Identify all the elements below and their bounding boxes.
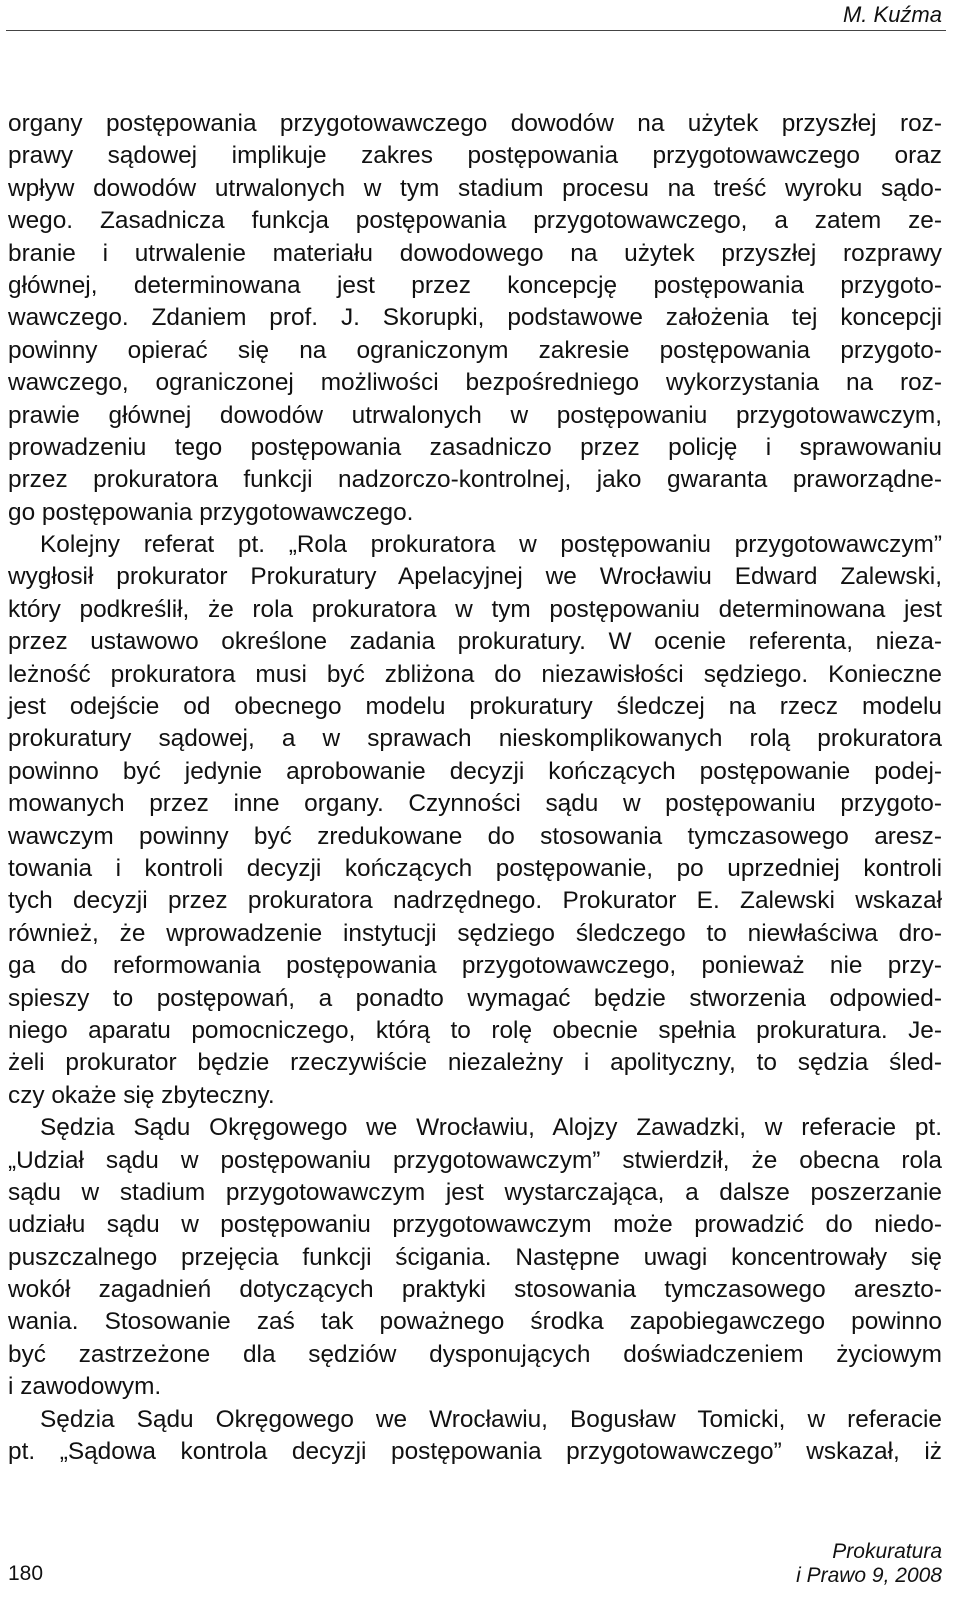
text-line: przez ustawowo określone zadania prokuratury. W ocenie referenta, nieza- — [8, 628, 942, 656]
text-line: sądu w stadium przygotowawczym jest wystarczająca, a dalsze poszerzanie — [8, 1178, 942, 1206]
text-line: wawczego. Zdaniem prof. J. Skorupki, podstawowe założenia tej koncepcji — [8, 304, 942, 332]
text-line: przez prokuratora funkcji nadzorczo-kontrolnej, jako gwaranta praworządne- — [8, 466, 942, 494]
page-number: 180 — [8, 1562, 44, 1585]
text-line: pt. „Sądowa kontrola decyzji postępowania przygotowawczego” wskazał, iż — [8, 1438, 942, 1466]
journal-issue: i Prawo 9, 2008 — [796, 1564, 942, 1587]
text-line: spieszy to postępowań, a ponadto wymagać będzie stworzenia odpowied- — [8, 984, 942, 1012]
journal-reference — [796, 1540, 942, 1588]
text-line: prawy sądowej implikuje zakres postępowania przygotowawczego oraz — [8, 142, 942, 170]
page-footer — [0, 1538, 960, 1598]
text-line: Kolejny referat pt. „Rola prokuratora w postępowaniu przygotowawczym” — [40, 531, 942, 559]
text-line: prokuratury sądowej, a w sprawach nieskomplikowanych rolą prokuratora — [8, 725, 942, 753]
text-line: wygłosił prokurator Prokuratury Apelacyjnej we Wrocławiu Edward Zalewski, — [8, 563, 942, 591]
text-line: „Udział sądu w postępowaniu przygotowawczym” stwierdził, że obecna rola — [8, 1146, 942, 1174]
text-line: jest odejście od obecnego modelu prokuratury śledczej na rzecz modelu — [8, 693, 942, 721]
text-line: również, że wprowadzenie instytucji sędziego śledczego to niewłaściwa dro- — [8, 919, 942, 947]
text-line: tych decyzji przez prokuratora nadrzędnego. Prokurator E. Zalewski wskazał — [8, 887, 942, 915]
text-line: czy okaże się zbyteczny. — [8, 1081, 275, 1109]
text-line: wania. Stosowanie zaś tak poważnego środka zapobiegawczego powinno — [8, 1308, 942, 1336]
text-line: puszczalnego przejęcia funkcji ścigania. Następne uwagi koncentrowały się — [8, 1243, 942, 1271]
text-line: niego aparatu pomocniczego, którą to rolę obecnie spełnia prokuratura. Je- — [8, 1016, 942, 1044]
text-line: branie i utrwalenie materiału dowodowego na użytek przyszłej rozprawy — [8, 239, 942, 267]
text-line: żeli prokurator będzie rzeczywiście niezależny i apolityczny, to sędzia śled- — [8, 1049, 942, 1077]
text-line: prawie głównej dowodów utrwalonych w postępowaniu przygotowawczym, — [8, 401, 942, 429]
text-line: go postępowania przygotowawczego. — [8, 498, 414, 526]
text-line: Sędzia Sądu Okręgowego we Wrocławiu, Bogusław Tomicki, w referacie — [40, 1405, 942, 1433]
text-line: wawczego, ograniczonej możliwości bezpośredniego wykorzystania na roz- — [8, 369, 942, 397]
text-line: leżność prokuratora musi być zbliżona do niezawisłości sędziego. Konieczne — [8, 660, 942, 688]
text-line: i zawodowym. — [8, 1373, 162, 1401]
text-line: mowanych przez inne organy. Czynności sądu w postępowaniu przygoto- — [8, 790, 942, 818]
journal-title: Prokuratura — [832, 1540, 942, 1563]
text-line: wokół zagadnień dotyczących praktyki stosowania tymczasowego areszto- — [8, 1276, 942, 1304]
header-rule — [6, 30, 946, 31]
text-line: wego. Zasadnicza funkcja postępowania przygotowawczego, a zatem ze- — [8, 207, 942, 235]
body-text — [8, 108, 942, 1468]
text-line: towania i kontroli decyzji kończących postępowanie, po uprzedniej kontroli — [8, 854, 942, 882]
text-line: organy postępowania przygotowawczego dowodów na użytek przyszłej roz- — [8, 110, 942, 137]
text-line: ga do reformowania postępowania przygotowawczego, ponieważ nie przy- — [8, 952, 942, 980]
text-line: głównej, determinowana jest przez koncepcję postępowania przygoto- — [8, 271, 942, 299]
text-line: Sędzia Sądu Okręgowego we Wrocławiu, Alojzy Zawadzki, w referacie pt. — [40, 1114, 942, 1142]
page-header — [0, 0, 960, 48]
text-line: powinny opierać się na ograniczonym zakresie postępowania przygoto- — [8, 336, 942, 364]
text-line: być zastrzeżone dla sędziów dysponujących doświadczeniem życiowym — [8, 1340, 942, 1368]
text-line: powinno być jedynie aprobowanie decyzji kończących postępowanie podej- — [8, 757, 942, 785]
text-line: udziału sądu w postępowaniu przygotowawczym może prowadzić do niedo- — [8, 1211, 942, 1239]
text-line: który podkreślił, że rola prokuratora w tym postępowaniu determinowana jest — [8, 595, 942, 623]
text-line: prowadzeniu tego postępowania zasadniczo przez policję i sprawowaniu — [8, 433, 942, 461]
running-head-author: M. Kuźma — [842, 2, 942, 27]
text-line: wawczym powinny być zredukowane do stosowania tymczasowego aresz- — [8, 822, 942, 850]
text-line: wpływ dowodów utrwalonych w tym stadium procesu na treść wyroku sądo- — [8, 174, 942, 202]
